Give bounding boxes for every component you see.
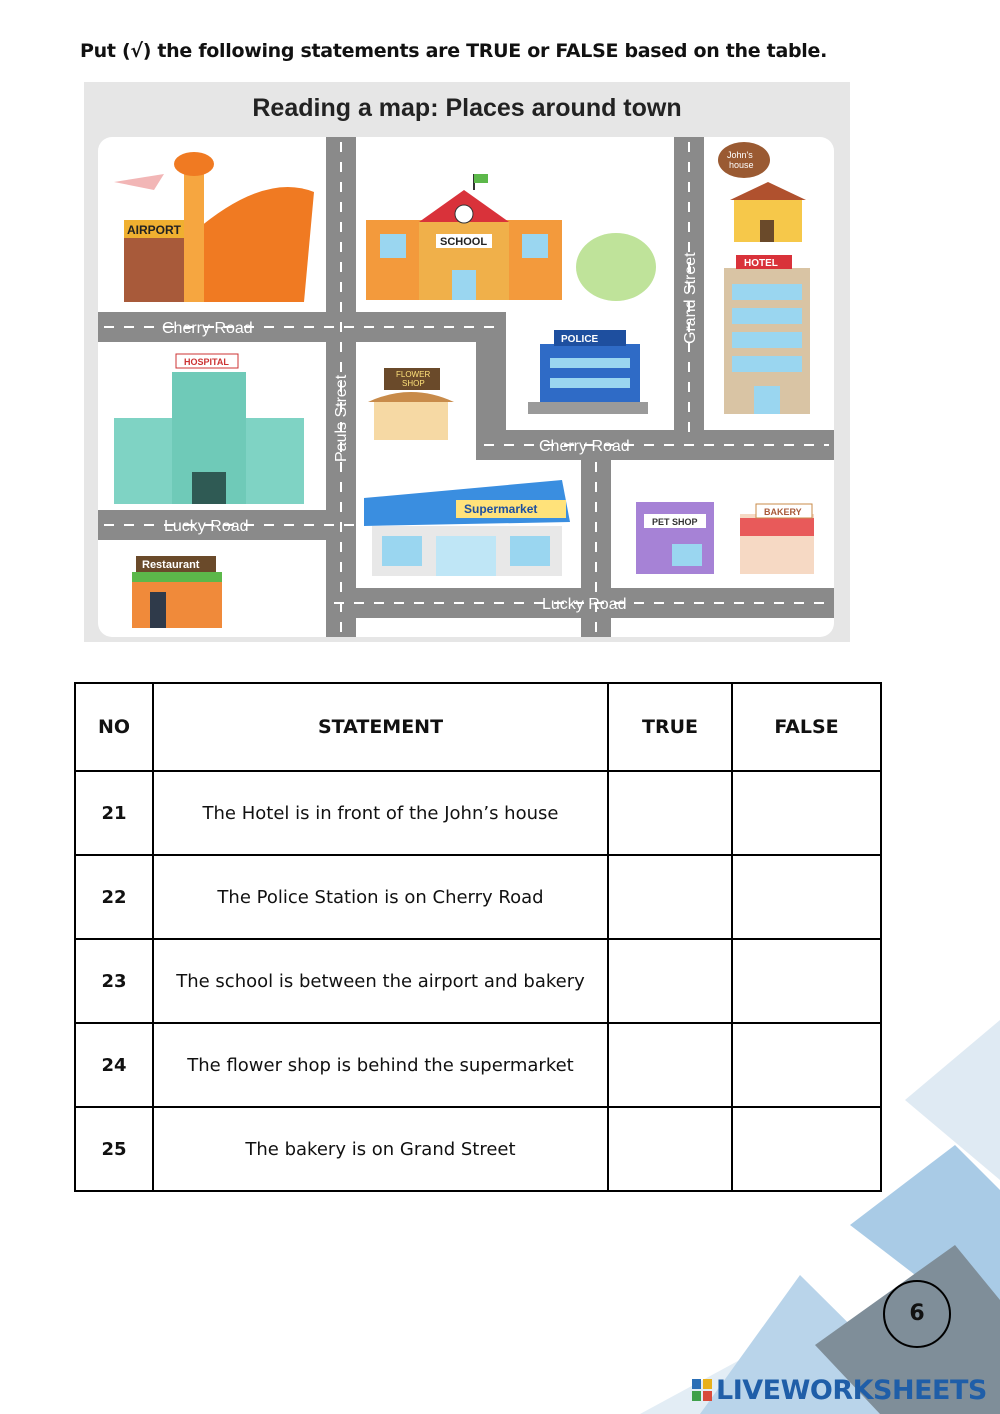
- header-statement: STATEMENT: [153, 683, 608, 771]
- school-label: SCHOOL: [440, 236, 488, 248]
- pet-shop-label: PET SHOP: [652, 517, 698, 527]
- instruction-text: Put (√) the following statements are TRUE or FALSE based on the table.: [80, 40, 828, 62]
- liveworksheets-logo: [692, 1373, 987, 1407]
- johns-house-label-1: John's: [727, 150, 753, 160]
- brand-text: LIVEWORKSHEETS: [716, 1374, 987, 1406]
- police-label: POLICE: [561, 334, 599, 345]
- supermarket-label: Supermarket: [464, 502, 538, 516]
- row-number: 24: [75, 1023, 153, 1107]
- road-label-grand: Grand Street: [682, 252, 699, 344]
- page-number: 6: [883, 1280, 951, 1348]
- header-true: TRUE: [608, 683, 732, 771]
- header-false: FALSE: [732, 683, 881, 771]
- flower-shop-label-1: FLOWER: [396, 370, 431, 379]
- row-statement: The Hotel is in front of the John’s house: [153, 771, 608, 855]
- row-number: 21: [75, 771, 153, 855]
- restaurant-label: Restaurant: [142, 559, 200, 571]
- airport-label: AIRPORT: [127, 223, 181, 237]
- road-label-lucky-left: Lucky Road: [164, 518, 249, 535]
- row-number: 25: [75, 1107, 153, 1191]
- row-statement: The Police Station is on Cherry Road: [153, 855, 608, 939]
- row-number: 22: [75, 855, 153, 939]
- liveworksheets-icon: [692, 1379, 712, 1401]
- flower-shop-label-2: SHOP: [402, 379, 425, 388]
- road-label-cherry-right: Cherry Road: [539, 438, 630, 455]
- road-label-cherry-left: Cherry Road: [162, 320, 253, 337]
- header-no: NO: [75, 683, 153, 771]
- row-statement: The school is between the airport and bakery: [153, 939, 608, 1023]
- row-number: 23: [75, 939, 153, 1023]
- row-statement: The flower shop is behind the supermarket: [153, 1023, 608, 1107]
- map-title: Reading a map: Places around town: [252, 94, 682, 122]
- hotel-label: HOTEL: [744, 258, 778, 269]
- road-label-pauls: Pauls Street: [333, 374, 350, 462]
- johns-house-label-2: house: [729, 160, 754, 170]
- road-label-lucky-right: Lucky Road: [542, 596, 627, 613]
- bakery-label: BAKERY: [764, 507, 802, 517]
- row-statement: The bakery is on Grand Street: [153, 1107, 608, 1191]
- hospital-label: HOSPITAL: [184, 357, 229, 367]
